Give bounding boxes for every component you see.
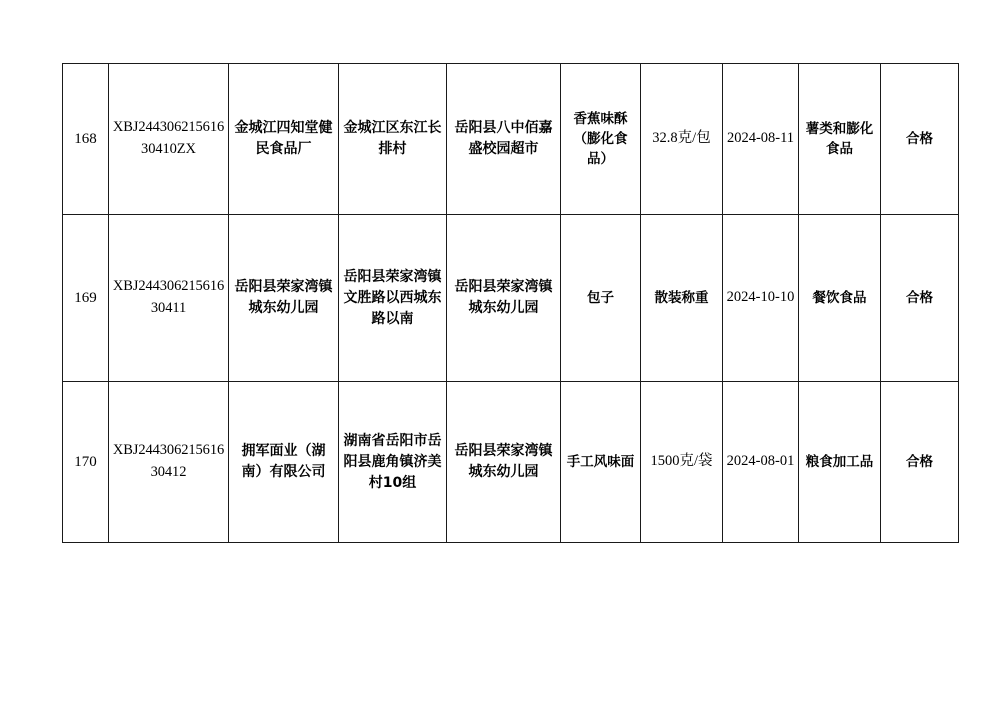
table-row: [63, 64, 959, 215]
inspection-results-table: [62, 63, 959, 543]
production-date: 2024-08-11: [723, 64, 799, 215]
sample-code: XBJ24430621561630410ZX: [109, 64, 229, 215]
sampling-place: 岳阳县八中佰嘉盛校园超市: [447, 64, 561, 215]
row-index: 170: [63, 382, 109, 543]
row-index: 169: [63, 215, 109, 382]
food-name: 香蕉味酥（膨化食品）: [561, 64, 641, 215]
food-name: 手工风味面: [561, 382, 641, 543]
specification: 散装称重: [641, 215, 723, 382]
producer-address: 湖南省岳阳市岳阳县鹿角镇济美村10组: [339, 382, 447, 543]
table-row: [63, 382, 959, 543]
producer-address: 金城江区东江长排村: [339, 64, 447, 215]
food-name: 包子: [561, 215, 641, 382]
food-category: 薯类和膨化食品: [799, 64, 881, 215]
sampling-place: 岳阳县荣家湾镇城东幼儿园: [447, 215, 561, 382]
inspection-result: 合格: [881, 64, 959, 215]
inspection-result: 合格: [881, 382, 959, 543]
food-category: 粮食加工品: [799, 382, 881, 543]
row-index: 168: [63, 64, 109, 215]
specification: 1500克/袋: [641, 382, 723, 543]
producer-name: 拥军面业（湖南）有限公司: [229, 382, 339, 543]
producer-name: 岳阳县荣家湾镇城东幼儿园: [229, 215, 339, 382]
table-row: [63, 215, 959, 382]
sample-code: XBJ24430621561630412: [109, 382, 229, 543]
producer-address: 岳阳县荣家湾镇文胜路以西城东路以南: [339, 215, 447, 382]
inspection-results-table-wrapper: [62, 63, 938, 543]
producer-name: 金城江四知堂健民食品厂: [229, 64, 339, 215]
specification: 32.8克/包: [641, 64, 723, 215]
production-date: 2024-10-10: [723, 215, 799, 382]
food-category: 餐饮食品: [799, 215, 881, 382]
inspection-result: 合格: [881, 215, 959, 382]
sample-code: XBJ24430621561630411: [109, 215, 229, 382]
sampling-place: 岳阳县荣家湾镇城东幼儿园: [447, 382, 561, 543]
production-date: 2024-08-01: [723, 382, 799, 543]
